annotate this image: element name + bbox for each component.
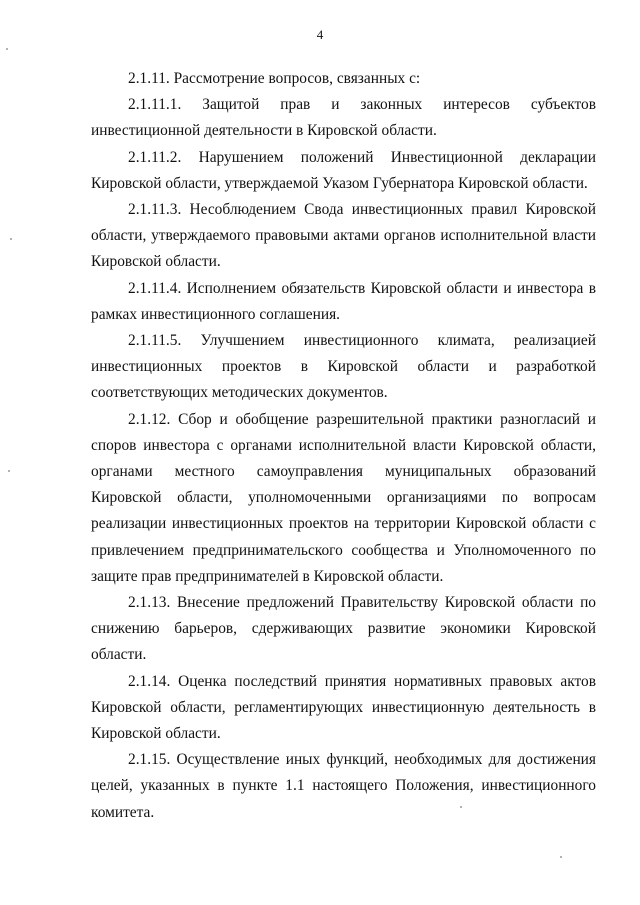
page-number: 4 <box>316 27 324 42</box>
paragraph-2-1-11-2: 2.1.11.2. Нарушением положений Инвестиционной декларации Кировской области, утверждаемой Указом Губернатора Кировской области. <box>91 148 596 192</box>
paragraph-2-1-14: 2.1.14. Оценка последствий принятия нормативных правовых актов Кировской области, регламентирующих инвестиционную деятельность в Кировской области. <box>91 672 596 743</box>
paragraph-2-1-15: 2.1.15. Осуществление иных функций, необходимых для достижения целей, указанных в пункте 1.1 настоящего Положения, инвестиционного комитета. <box>91 751 596 821</box>
scan-speck <box>10 238 12 240</box>
document-body <box>91 66 596 826</box>
paragraph-2-1-11-1: 2.1.11.1. Защитой прав и законных интересов субъектов инвестиционной деятельности в Кировской области. <box>91 96 596 140</box>
scan-speck <box>460 806 462 808</box>
paragraph-2-1-11: 2.1.11. Рассмотрение вопросов, связанных с: <box>128 70 421 87</box>
scan-speck <box>560 856 562 858</box>
paragraph-2-1-12: 2.1.12. Сбор и обобщение разрешительной практики разногласий и споров инвестора с органами исполнительной власти Кировской области, органами местного самоуправления муниципальных образований Кировской области, уполномоченными организациями по вопросам реализации инвестиционных проектов на территории Кировской области с привлечением предпринимательского сообщества и Уполномоченного по защите прав предпринимателей в Кировской области. <box>91 410 596 585</box>
paragraph-2-1-11-4: 2.1.11.4. Исполнением обязательств Кировской области и инвестора в рамках инвестиционного соглашения. <box>91 279 596 323</box>
paragraph-2-1-13: 2.1.13. Внесение предложений Правительству Кировской области по снижению барьеров, сдерживающих развитие экономики Кировской области. <box>91 594 596 664</box>
paragraph-2-1-11-5: 2.1.11.5. Улучшением инвестиционного климата, реализацией инвестиционных проектов в Кировской области и разработкой соответствующих методических документов. <box>91 332 596 402</box>
scan-speck <box>6 48 8 50</box>
paragraph-2-1-11-3: 2.1.11.3. Несоблюдением Свода инвестиционных правил Кировской области, утверждаемого правовыми актами органов исполнительной власти Кировской области. <box>91 201 596 271</box>
scan-speck <box>8 470 10 472</box>
